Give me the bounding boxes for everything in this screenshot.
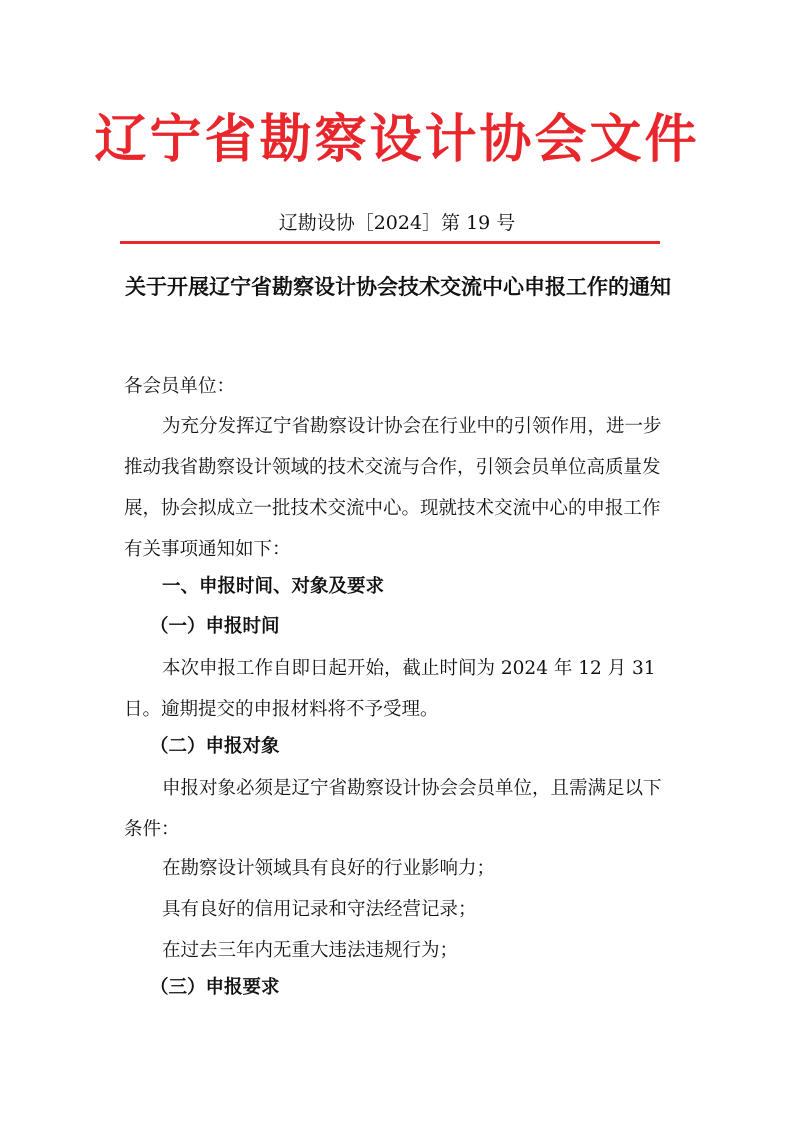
intro-paragraph: 为充分发挥辽宁省勘察设计协会在行业中的引领作用，进一步推动我省勘察设计领域的技术交流与合作，引领会员单位高质量发展，协会拟成立一批技术交流中心。现就技术交流中心的申报工作有关事项通知如下： xyxy=(124,416,662,560)
section-1-heading: 一、申报时间、对象及要求 xyxy=(162,576,385,597)
condition-item: 在勘察设计领域具有良好的行业影响力； xyxy=(162,858,496,879)
notice-title: 关于开展辽宁省勘察设计协会技术交流中心申报工作的通知 xyxy=(125,275,671,299)
document-number: 辽勘设协［2024］第 19 号 xyxy=(278,212,516,234)
salutation: 各会员单位： xyxy=(124,376,236,397)
subsection-1-heading: （一）申报时间 xyxy=(150,616,280,637)
subsection-1-text: 本次申报工作自即日起开始，截止时间为 2024 年 12 月 31 日。逾期提交的申报材料将不予受理。 xyxy=(124,658,656,720)
condition-item: 在过去三年内无重大违法违规行为； xyxy=(162,940,459,961)
header-red-rule xyxy=(120,241,660,244)
org-header-title: 辽宁省勘察设计协会文件 xyxy=(94,109,700,170)
subsection-2-heading: （二）申报对象 xyxy=(150,736,280,757)
condition-item: 具有良好的信用记录和守法经营记录； xyxy=(162,899,477,920)
subsection-2-text: 申报对象必须是辽宁省勘察设计协会会员单位，且需满足以下条件： xyxy=(124,778,662,840)
subsection-3-heading: （三）申报要求 xyxy=(150,977,280,998)
